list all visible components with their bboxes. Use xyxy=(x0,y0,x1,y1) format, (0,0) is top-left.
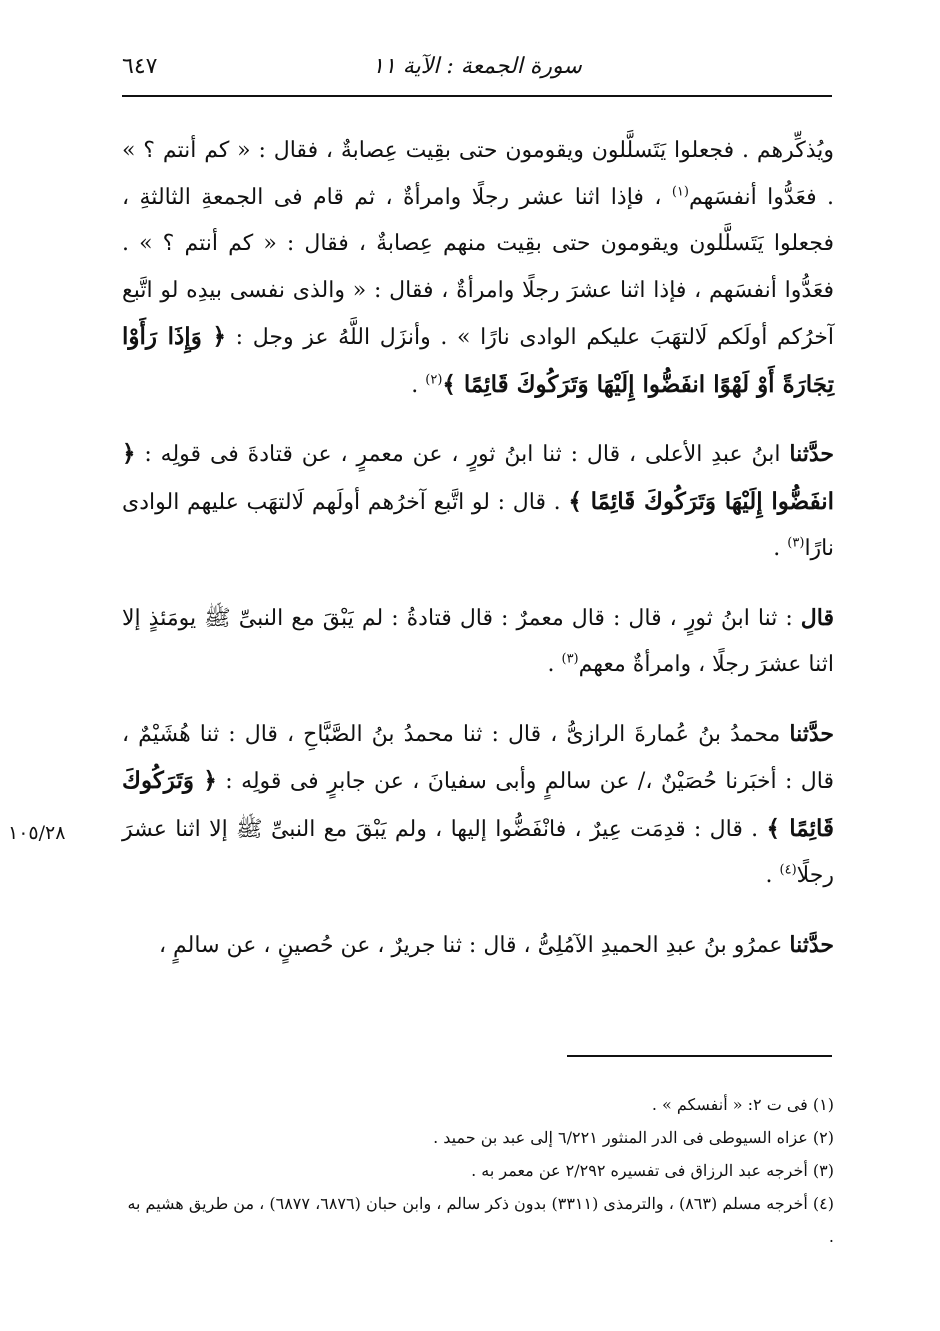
footnote-ref: (٢) xyxy=(425,372,443,388)
header-rule xyxy=(122,95,832,97)
footnote-ref: (٤) xyxy=(779,862,797,878)
paragraph-text: . xyxy=(773,536,788,561)
paragraph-text: . قال : قدِمَت عِيرٌ ، فانْفَضُّوا إليها ، ولم يَبْقَ مع النبىِّ ﷺ إلا اثنا عشرَ رجلًا xyxy=(122,816,834,888)
quran-verse: ﴿ انفَضُّوا إِلَيْهَا وَتَرَكُوكَ قَائِمًا ﴾ xyxy=(122,440,835,515)
paragraph-lead: حدَّثنا xyxy=(789,441,834,467)
footnote-2: (٢) عزاه السيوطى فى الدر المنثور ٦/٢٢١ إلى عبد بن حميد . xyxy=(433,1128,834,1147)
footnote-ref: (١) xyxy=(671,184,689,200)
page-number: ٦٤٧ xyxy=(122,54,158,79)
running-title: سورة الجمعة : الآية ١١ xyxy=(372,54,582,79)
paragraph-1 xyxy=(122,128,834,409)
quran-verse: ﴿ وَتَرَكُوكَ قَائِمًا ﴾ xyxy=(122,767,834,842)
footnotes xyxy=(122,1088,834,1253)
paragraph-text: ، فإذا اثنا عشر رجلًا وامرأةٌ ، ثم قام فى الجمعةِ الثالثةِ ، فجعلوا يَتَسلَّلون ويقومون حتى بقِيت منهم عِصابةٌ ، فقال : « كم أنتم ؟ » . فعَدُّوا أنفسَهم ، فإذا اثنا عشرَ رجلًا وامرأةٌ ، فقال : « والذى نفسى بيدِه لو اتَّبع آخرُكم أولَكم لَالتهَبَ عليكم الوادى نارًا » . وأنزَل اللَّهُ عز وجل : xyxy=(122,184,834,350)
paragraph-lead: قال xyxy=(800,604,834,631)
paragraph-text: . xyxy=(765,863,780,888)
paragraph-text: . قال : لو اتَّبع آخرُهم أولَهم لَالتهَب عليهم الوادى نارًا xyxy=(122,489,834,561)
footnote-ref: (٣) xyxy=(787,535,805,551)
paragraph-2 xyxy=(122,431,834,573)
page-header xyxy=(122,48,832,88)
paragraph-text: . xyxy=(547,652,562,677)
footnote-4: (٤) أخرجه مسلم (٨٦٣) ، والترمذى (٣٣١١) بدون ذكر سالم ، وابن حبان (٦٨٧٦، ٦٨٧٧) ، من طريق هشيم به . xyxy=(127,1194,834,1246)
paragraph-lead: حدَّثنا xyxy=(789,720,834,747)
paragraph-text: عمرُو بنُ عبدِ الحميدِ الآمُلِىُّ ، قال : ثنا جريرٌ ، عن حُصينٍ ، عن سالمٍ ، xyxy=(158,932,790,958)
paragraph-text: : ثنا ابنُ ثورٍ ، قال : قال معمرٌ : قال قتادةُ : لم يَبْقَ مع النبىِّ ﷺ يومَئذٍ إلا اثنا عشرَ رجلًا ، وامرأةٌ معهم xyxy=(122,605,834,677)
margin-reference: ١٠٥/٢٨ xyxy=(8,822,66,844)
paragraph-4 xyxy=(122,711,834,900)
paragraph-text: محمدُ بنُ عُمارةَ الرازىُّ ، قال : ثنا محمدُ بنُ الصَّبَّاحِ ، قال : ثنا هُشَيْمٌ ، قال : أخبَرنا حُصَيْنٌ ،/ عن سالمٍ وأبى سفيانَ ، عن جابرٍ فى قولِه : xyxy=(122,721,834,794)
paragraph-lead: حدَّثنا xyxy=(789,931,834,958)
quran-verse: ﴿ وَإِذَا رَأَوْا تِجَارَةً أَوْ لَهْوًا انفَضُّوا إِلَيْهَا وَتَرَكُوكَ قَائِمًا ﴾ xyxy=(122,323,834,398)
footnote-1: (١) فى ت ٢: « أنفسكم » . xyxy=(651,1095,834,1114)
main-text xyxy=(122,128,834,969)
footnote-3: (٣) أخرجه عبد الرزاق فى تفسيره ٢/٢٩٢ عن معمر به . xyxy=(471,1161,834,1180)
paragraph-5 xyxy=(122,922,834,970)
footnote-rule xyxy=(567,1055,832,1057)
paragraph-text: ويُذكِّرهم . فجعلوا يَتَسلَّلون ويقومون حتى بقِيت عِصابةٌ ، فقال : « كم أنتم ؟ » . فعَدُّوا أنفسَهم xyxy=(122,138,834,210)
paragraph-text: . xyxy=(411,372,426,398)
paragraph-text: ابنُ عبدِ الأعلى ، قال : ثنا ابنُ ثورٍ ، عن معمرٍ ، عن قتادةَ فى قولِه : xyxy=(135,442,790,467)
paragraph-3 xyxy=(122,595,834,689)
footnote-ref: (٣) xyxy=(561,651,579,667)
